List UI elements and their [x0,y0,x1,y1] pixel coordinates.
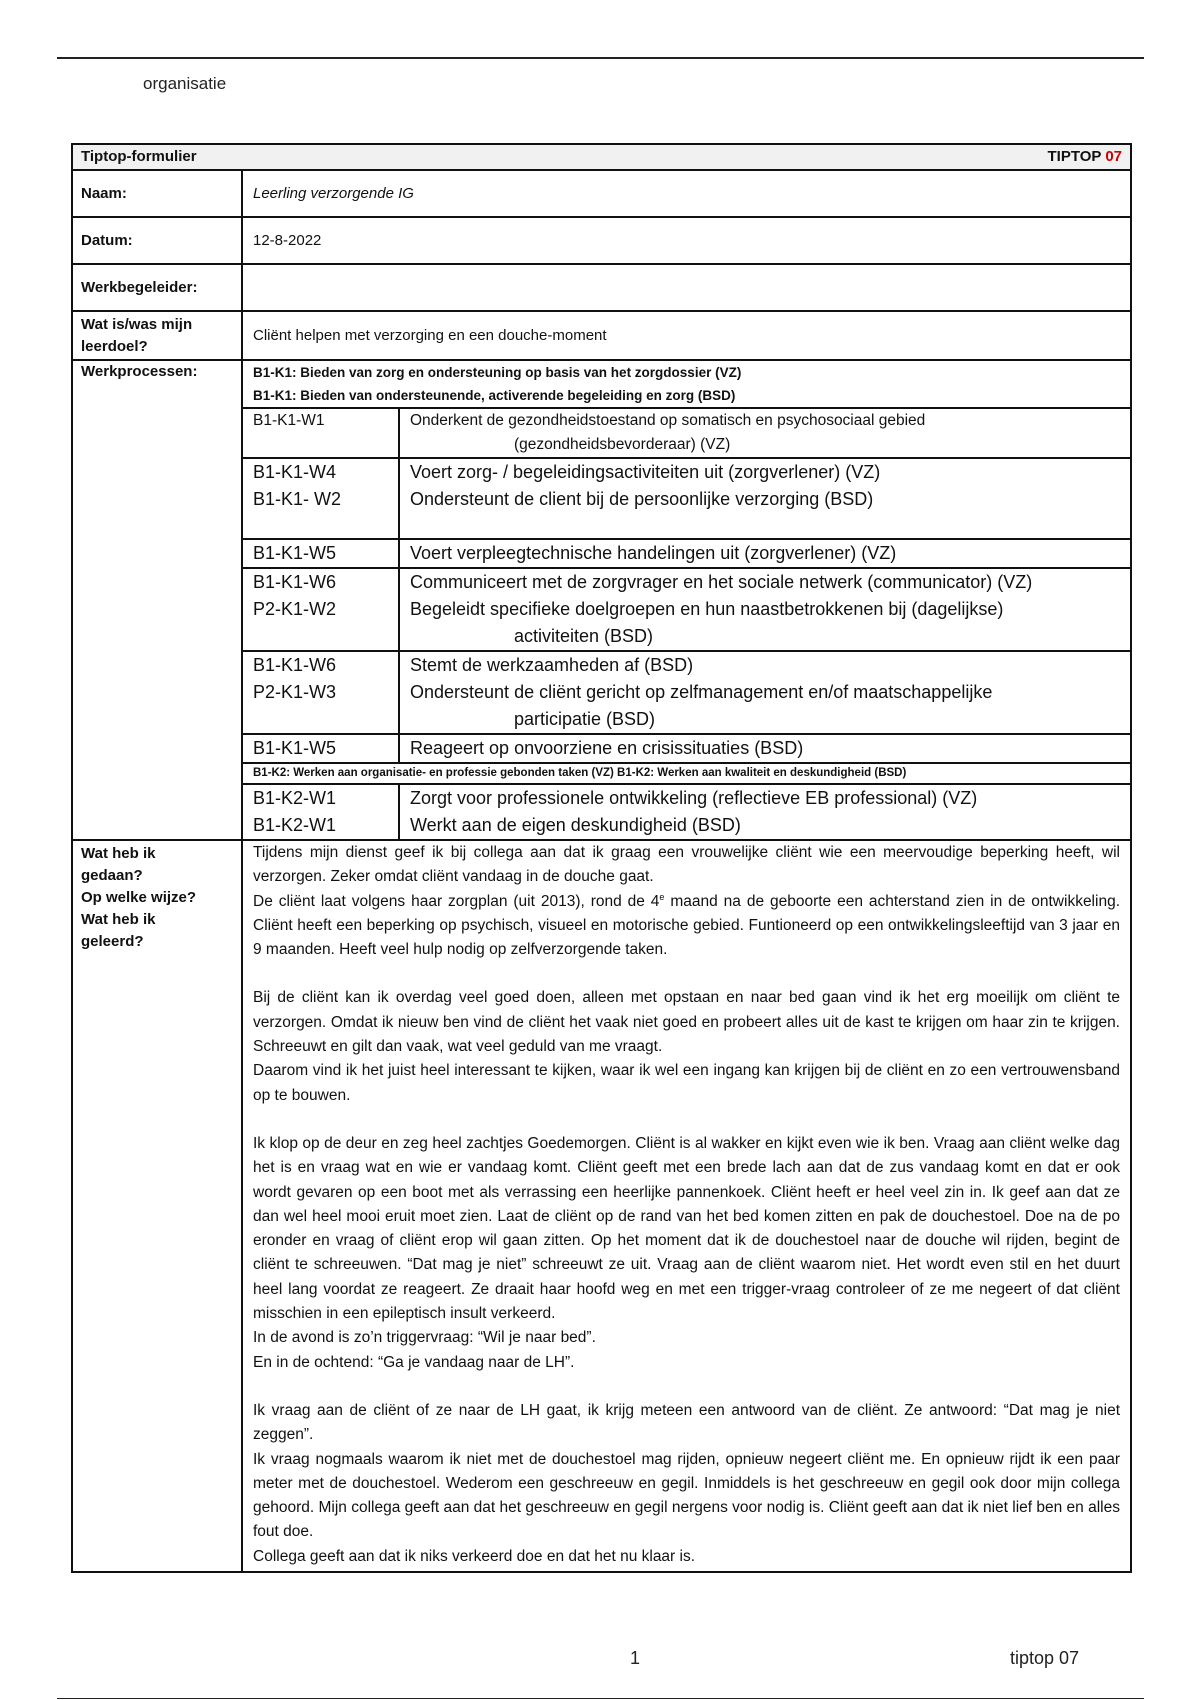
supervisor-value [242,264,1131,311]
tiptop-badge [1048,145,1123,169]
form-title: Tiptop-formulier [81,148,197,165]
story-paragraph: Ik vraag aan de cliënt of ze naar de LH gaat, ik krijg meteen een antwoord van de cliënt. Ze antwoord: “Dat mag je niet zeggen”. [253,1401,1120,1444]
processes-label: Werkprocessen: [72,360,242,840]
processes-k2-table [243,785,1130,839]
processes-cell [242,360,1131,840]
story-paragraph: Ik klop op de deur en zeg heel zachtjes Goedemorgen. Cliënt is al wakker en kijkt even wie ik ben. Vraag aan cliënt welke dag het is en vraag wat en wie er vandaag komt. Cliënt geeft met een brede lach aan dat de zus vandaag komt en dat er ook wordt gevaren op een boot met als verrassing een heerlijke pannenkoek. Cliënt heeft er heel veel zin in. Ik geef aan dat ze dan wel heel mooi eruit moet zien. Laat de cliënt op de rand van het bed komen zitten en pak de douchestoel. Doe na de po eronder en vraag of cliënt erop wil gaan zitten. Op het moment dat ik de douchestoel naar de douche wil rijden, begint de cliënt te schreeuwen. “Dat mag je niet” schreeuwt ze uit. Vraag aan de cliënt waarom niet. Het wordt even stil en het duurt heel lang voordat ze reageert. Ze draait haar hoofd weg en met een trigger-vraag controleer of ze me negeert of dat cliënt misschien in een epileptisch insult verkeerd. [253,1134,1120,1323]
process-code: B1-K1-W6 P2-K1-W2 [243,568,399,651]
bottom-rule [57,1698,1144,1699]
header-text: organisatie [143,74,227,93]
story-paragraph: Daarom vind ik het juist heel interessant te kijken, waar ik wel een ingang kan krijgen bij de cliënt en zo een vertrouwensband op te bouwen. [253,1062,1120,1104]
processes-heading-2: B1-K1: Bieden van ondersteunende, activerende begeleiding en zorg (BSD) [253,388,736,403]
story-paragraph: Bij de cliënt kan ik overdag veel goed doen, alleen met opstaan en naar bed gaan vind ik het erg moeilijk om cliënt te verzorgen. Omdat ik nieuw ben vind de cliënt het vaak niet goed en probeert alles uit de kast te krijgen om haar zin te krijgen. Schreeuwt en gilt dan vaak, wat veel geduld van me vraagt. [253,989,1120,1056]
reflection-text [242,840,1131,1572]
story-paragraph: Ik vraag nogmaals waarom ik niet met de douchestoel mag rijden, opnieuw negeert cliënt me. En opnieuw rijdt ik een paar meter met de douchestoel. Wederom een geschreeuw en gegil. Inmiddels is het geschreeuw en gegil ook door mijn collega gehoord. Mijn collega geeft aan dat het geschreeuw en gegil nergens voor nodig is. Cliënt geeft aan dat ik niet lief ben en alles fout doe. [253,1450,1120,1541]
process-code: B1-K2-W1 B1-K2-W1 [243,785,399,839]
process-code: B1-K1-W5 [243,734,399,762]
top-rule [57,57,1144,59]
process-row [243,408,1130,458]
reflection-row [72,840,1131,1572]
process-description: Communiceert met de zorgvrager en het sociale netwerk (communicator) (VZ) Begeleidt specifieke doelgroepen en hun naastbetrokkenen bij (dagelijkse) activiteiten (BSD) [399,568,1130,651]
goal-value: Cliënt helpen met verzorging en een douche-moment [242,311,1131,360]
story-paragraph: Collega geeft aan dat ik niks verkeerd doe en dat het nu klaar is. [253,1547,696,1565]
tiptop-badge-label: TIPTOP [1047,148,1102,165]
supervisor-label: Werkbegeleider: [72,264,242,311]
process-description: Voert zorg- / begeleidingsactiviteiten uit (zorgverlener) (VZ) Ondersteunt de client bij de persoonlijke verzorging (BSD) [399,458,1130,539]
process-description: Reageert op onvoorziene en crisissituaties (BSD) [399,734,1130,762]
goal-row [72,311,1131,360]
supervisor-row [72,264,1131,311]
process-description: Stemt de werkzaamheden af (BSD) Ondersteunt de cliënt gericht op zelfmanagement en/of maatschappelijke participatie (BSD) [399,651,1130,734]
process-code: B1-K1-W6 P2-K1-W3 [243,651,399,734]
tiptop-form [71,143,1132,1573]
footer-label: tiptop 07 [1010,1648,1080,1668]
processes-table [243,407,1130,762]
process-code: B1-K1-W4 B1-K1- W2 [243,458,399,539]
tiptop-badge-number: 07 [1105,148,1122,165]
processes-heading-1: B1-K1: Bieden van zorg en ondersteuning op basis van het zorgdossier (VZ) [253,365,742,380]
name-row [72,170,1131,217]
processes-heading-3: B1-K2: Werken aan organisatie- en professie gebonden taken (VZ) B1-K2: Werken aan kwaliteit en deskundigheid (BSD) [243,762,1130,785]
process-description: Zorgt voor professionele ontwikkeling (reflectieve EB professional) (VZ) Werkt aan de eigen deskundigheid (BSD) [410,788,978,835]
story-paragraph: In de avond is zo’n triggervraag: “Wil je naar bed”. [253,1329,596,1347]
story-paragraph: De cliënt laat volgens haar zorgplan (uit 2013), rond de 4e maand na de geboorte een achterstand zien in de ontwikkeling. Cliënt heeft een beperking op psychisch, visueel en motorische gebied. Funtioneerd op een ontwikkelingsleeftijd van 3 jaar en 9 maanden. Heeft veel hulp nodig op zelfverzorgende taken. [253,891,1120,959]
name-value: Leerling verzorgende IG [242,170,1131,217]
date-label: Datum: [72,217,242,264]
page-number: 1 [630,1648,641,1668]
story-paragraph: En in de ochtend: “Ga je vandaag naar de LH”. [253,1353,575,1371]
process-code: B1-K1-W1 [243,408,399,458]
process-description: Voert verpleegtechnische handelingen uit (zorgverlener) (VZ) [399,539,1130,568]
goal-label: Wat is/was mijn leerdoel? [72,311,242,360]
process-row [243,539,1130,568]
process-row [243,651,1130,734]
name-label: Naam: [72,170,242,217]
story-paragraph: Tijdens mijn dienst geef ik bij collega aan dat ik graag een vrouwelijke cliënt wie een meervoudige beperking heeft, wil verzorgen. Zeker omdat cliënt vandaag in de douche gaat. [253,844,1120,886]
process-description: Onderkent de gezondheidstoestand op somatisch en psychosociaal gebied (gezondheidsbevorderaar) (VZ) [399,408,1130,458]
date-value: 12-8-2022 [242,217,1131,264]
process-row [243,785,1130,839]
processes-row [72,360,1131,840]
process-row [243,734,1130,762]
process-row [243,568,1130,651]
process-code: B1-K1-W5 [243,539,399,568]
date-row [72,217,1131,264]
form-title-row [72,144,1131,170]
reflection-label: Wat heb ik gedaan? Op welke wijze? Wat heb ik geleerd? [72,840,242,1572]
process-row [243,458,1130,539]
